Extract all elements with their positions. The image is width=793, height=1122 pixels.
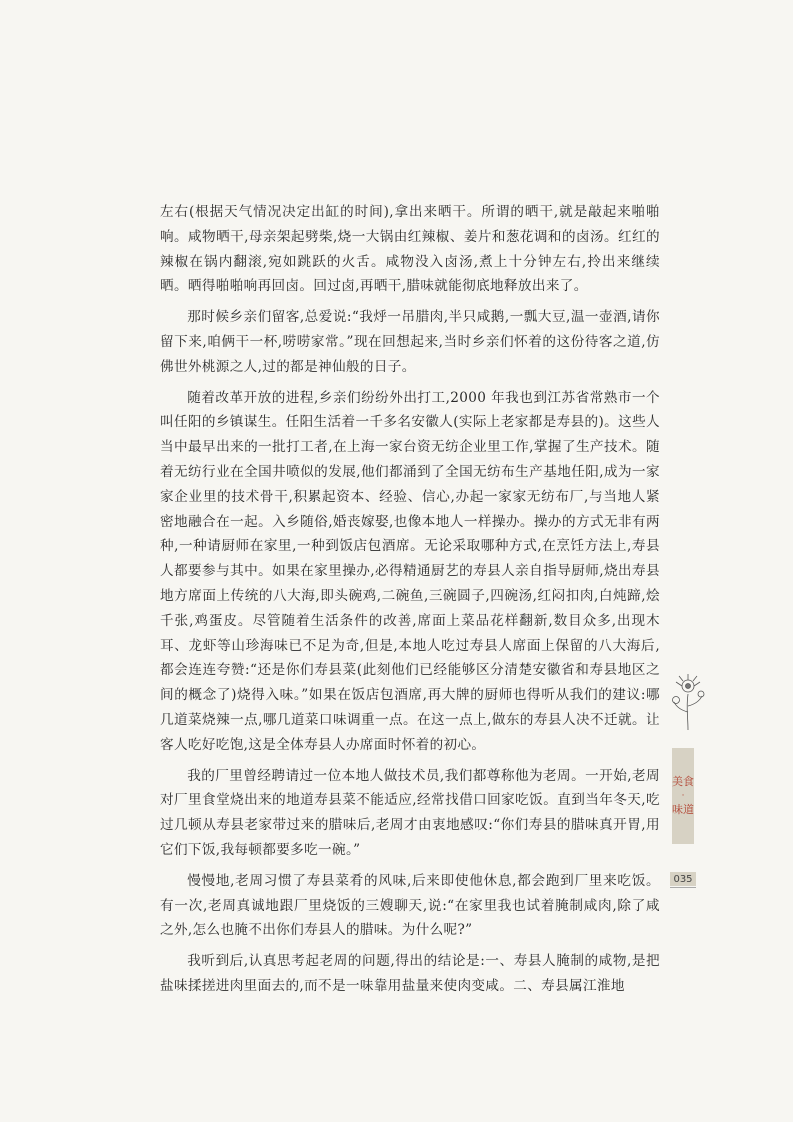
section-tab-separator: · xyxy=(681,791,685,801)
paragraph-1: 左右(根据天气情况决定出缸的时间),拿出来晒干。所谓的晒干,就是敲起来啪啪响。咸物晒干,母亲架起劈柴,烧一大锅由红辣椒、姜片和葱花调和的卤汤。红红的辣椒在锅内翻滚,宛如跳跃的火舌。咸物没入卤汤,煮上十分钟左右,拎出来继续晒。晒得啪啪响再回卤。回过卤,再晒干,腊味就能彻底地释放出来了。 xyxy=(160,204,660,295)
paragraph-3: 随着改革开放的进程,乡亲们纷纷外出打工,2000 年我也到江苏省常熟市一个叫任阳的乡镇谋生。任阳生活着一千多名安徽人(实际上老家都是寿县的)。这些人当中最早出来的一批打工者,在上海一家台资无纺企业里工作,掌握了生产技术。随着无纺行业在全国井喷似的发展,他们都涌到了全国无纺布生产基地任阳,成为一家家企业里的技术骨干,积累起资本、经验、信心,办起一家家无纺布厂,与当地人紧密地融合在一起。入乡随俗,婚丧嫁娶,也像本地人一样操办。操办的方式无非有两种,一种请厨师在家里,一种到饭店包酒席。无论采取哪种方式,在烹饪方法上,寿县人都要参与其中。如果在家里操办,必得精通厨艺的寿县人亲自指导厨师,烧出寿县地方席面上传统的八大海,即头碗鸡,二碗鱼,三碗圆子,四碗汤,红闷扣肉,白炖蹄,烩千张,鸡蛋皮。尽管随着生活条件的改善,席面上菜品花样翻新,数目众多,出现木耳、龙虾等山珍海味已不足为奇,但是,本地人吃过寿县人席面上保留的八大海后,都会连连夸赞:“还是你们寿县菜(此刻他们已经能够区分清楚安徽省和寿县地区之间的概念了)烧得入味。”如果在饭店包酒席,再大牌的厨师也得听从我们的建议:哪几道菜烧辣一点,哪几道菜口味调重一点。在这一点上,做东的寿县人决不迁就。让客人吃好吃饱,这是全体寿县人办席面时怀着的初心。 xyxy=(160,389,660,753)
paragraph-6: 我听到后,认真思考起老周的问题,得出的结论是:一、寿县人腌制的咸物,是把盐味揉搓进肉里面去的,而不是一味靠用盐量来使肉变咸。二、寿县属江淮地 xyxy=(160,953,660,994)
paragraph-4: 我的厂里曾经聘请过一位本地人做技术员,我们都尊称他为老周。一开始,老周对厂里食堂烧出来的地道寿县菜不能适应,经常找借口回家吃饭。直到当年冬天,吃过几顿从寿县老家带过来的腊味后,老周才由衷地感叹:“你们寿县的腊味真开胃,用它们下饭,我每顿都要多吃一碗。” xyxy=(160,767,660,858)
paragraph-2: 那时候乡亲们留客,总爱说:“我烀一吊腊肉,半只咸鹅,一瓢大豆,温一壶酒,请你留下来,咱俩干一杯,唠唠家常。”现在回想起来,当时乡亲们怀着的这份待客之道,仿佛世外桃源之人,过的都是神仙般的日子。 xyxy=(160,309,660,375)
page-number-rule xyxy=(670,887,696,888)
page-number: 035 xyxy=(670,872,696,886)
flower-ornament-icon xyxy=(668,672,708,732)
paragraph-5: 慢慢地,老周习惯了寿县菜肴的风味,后来即使他休息,都会跑到厂里来吃饭。有一次,老周真诚地跟厂里烧饭的三嫂聊天,说:“在家里我也试着腌制咸肉,除了咸之外,怎么也腌不出你们寿县人的腊味。为什么呢?” xyxy=(160,872,660,939)
section-tab xyxy=(672,748,694,844)
body-text xyxy=(160,200,660,1005)
section-tab-bottom: 味道 xyxy=(672,803,694,816)
section-tab-top: 美食 xyxy=(672,775,694,788)
